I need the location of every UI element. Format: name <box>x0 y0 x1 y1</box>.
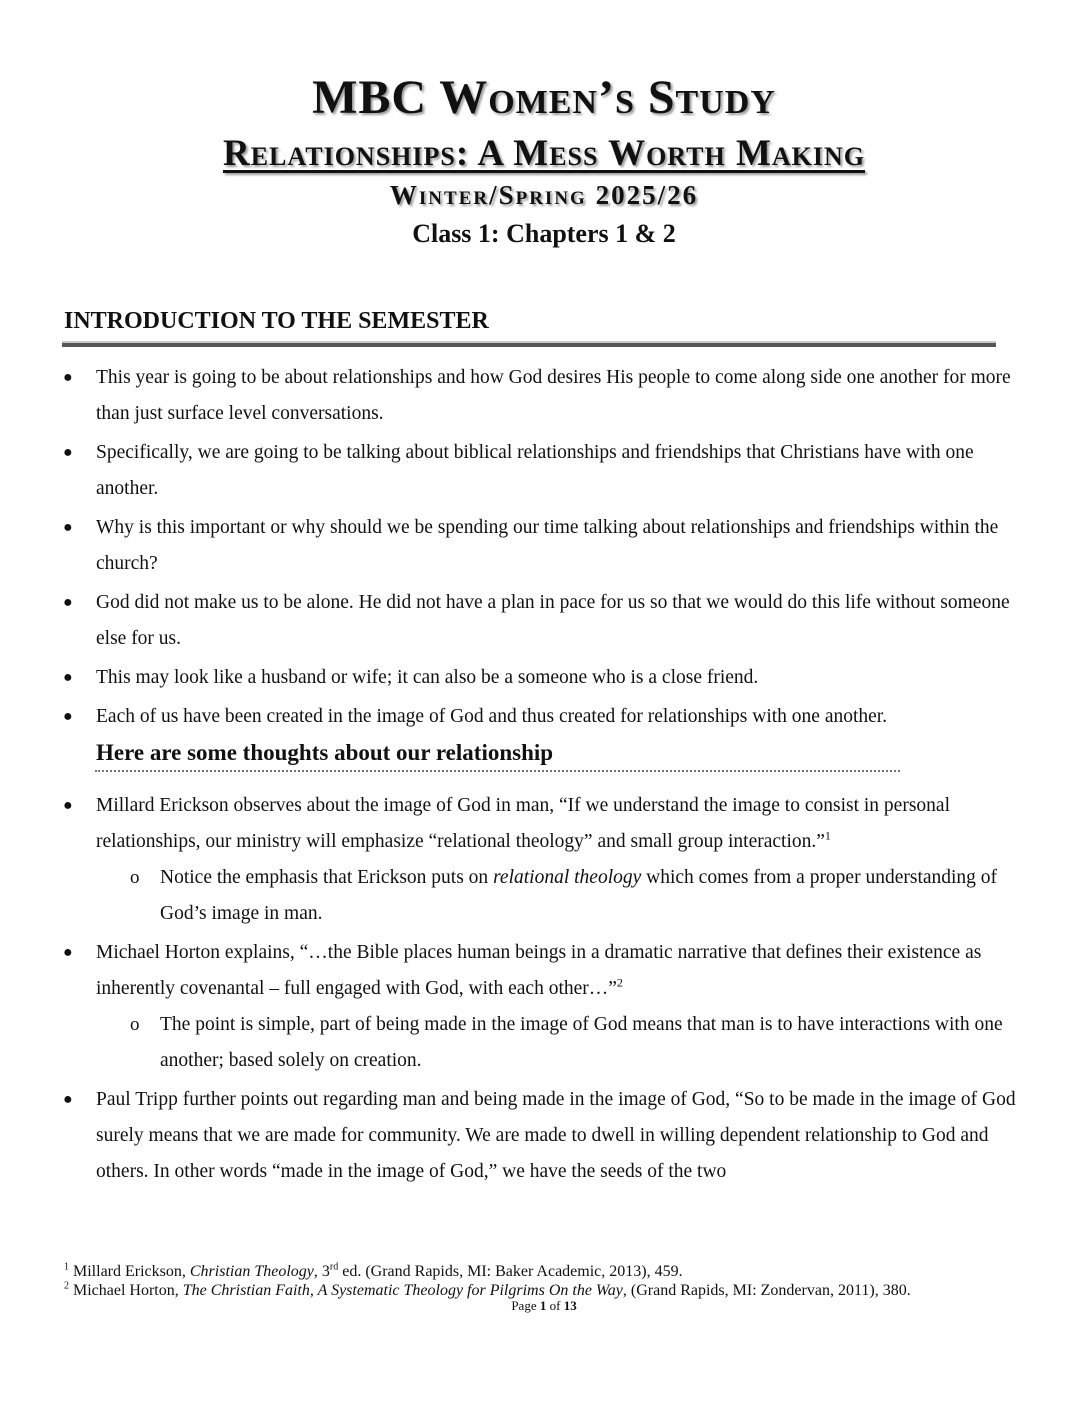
page-total: 13 <box>563 1298 577 1313</box>
page-current: 1 <box>539 1298 547 1313</box>
bullet-text: Millard Erickson observes about the image of God in man, “If we understand the image to consist in personal relationships, our ministry will emphasize “relational theology” and small group interaction.” <box>96 795 950 852</box>
list-item <box>60 935 1030 1079</box>
document-title: MBC Women’s Study <box>312 71 776 124</box>
thoughts-bullet-list <box>60 788 1030 1193</box>
footnote-rest: ed. (Grand Rapids, MI: Baker Academic, 2013), 459. <box>338 1263 683 1280</box>
bullet-icon: ● <box>63 369 73 386</box>
bullet-text: Michael Horton explains, “…the Bible places human beings in a dramatic narrative that defines their existence as inherently covenantal – full engaged with God, with each other…” <box>96 942 982 999</box>
heading-rule <box>62 341 996 347</box>
footnote-author: Millard Erickson, <box>73 1263 190 1280</box>
bullet-text: God did not make us to be alone. He did not have a plan in pace for us so that we would do this life without someone else for us. <box>96 592 1010 649</box>
sub-bullet-icon: o <box>130 1014 140 1035</box>
list-item <box>60 360 1030 432</box>
bullet-text: This may look like a husband or wife; it can also be a someone who is a close friend. <box>96 667 759 688</box>
sub-list-item <box>96 860 1030 932</box>
sub-text: The point is simple, part of being made in the image of God means that man is to have interactions with one another; based solely on creation. <box>160 1014 1003 1071</box>
bullet-icon: ● <box>63 797 73 814</box>
bullet-icon: ● <box>63 944 73 961</box>
list-item <box>60 585 1030 657</box>
footnote-edition: , 3 <box>313 1263 330 1280</box>
intro-bullet-list <box>60 360 1030 738</box>
footnote-1 <box>64 1262 683 1281</box>
list-item <box>60 1082 1030 1190</box>
bullet-text: Why is this important or why should we be spending our time talking about relationships and friendships within the church? <box>96 517 999 574</box>
footnote-ref: 2 <box>616 975 623 990</box>
bullet-icon: ● <box>63 708 73 725</box>
list-item <box>60 510 1030 582</box>
subsection-heading: Here are some thoughts about our relationship <box>96 740 554 765</box>
footnote-title: The Christian Faith, A Systematic Theology for Pilgrims On the Way <box>182 1282 623 1299</box>
footnote-rest: , (Grand Rapids, MI: Zondervan, 2011), 380. <box>622 1282 911 1299</box>
sub-list-item <box>96 1007 1030 1079</box>
page-prefix: Page <box>511 1298 540 1313</box>
section-heading-intro: INTRODUCTION TO THE SEMESTER <box>64 308 489 334</box>
footnote-ref: 1 <box>824 828 831 843</box>
bullet-icon: ● <box>63 444 73 461</box>
page-sep: of <box>546 1298 564 1313</box>
subtitle-text: Relationships: A Mess Worth Making <box>222 133 866 174</box>
term-line: Winter/Spring 2025/26 <box>389 180 699 210</box>
bullet-icon: ● <box>63 519 73 536</box>
list-item <box>60 660 1030 696</box>
footnote-edition-sup: rd <box>329 1261 339 1273</box>
list-item <box>60 699 1030 735</box>
footnote-number: 2 <box>64 1280 69 1292</box>
bullet-text: Specifically, we are going to be talking about biblical relationships and friendships that Christians have with one another. <box>96 442 974 499</box>
sub-text-italic: relational theology <box>493 867 642 888</box>
bullet-icon: ● <box>63 594 73 611</box>
sub-bullet-icon: o <box>130 867 140 888</box>
page-number <box>0 1298 1088 1314</box>
class-line: Class 1: Chapters 1 & 2 <box>412 219 676 248</box>
bullet-icon: ● <box>63 669 73 686</box>
footnote-title: Christian Theology <box>189 1263 314 1280</box>
sub-text: Notice the emphasis that Erickson puts on <box>160 867 494 888</box>
bullet-icon: ● <box>63 1091 73 1108</box>
footnote-number: 1 <box>64 1261 69 1273</box>
list-item <box>60 435 1030 507</box>
document-subtitle <box>0 132 1088 175</box>
sub-text: which comes from a proper understanding of God’s image in man. <box>160 867 998 924</box>
footnote-author: Michael Horton, <box>73 1282 183 1299</box>
list-item <box>60 788 1030 932</box>
subheading-rule <box>95 770 900 772</box>
bullet-text: Each of us have been created in the image of God and thus created for relationships with one another. <box>96 706 888 727</box>
bullet-text: This year is going to be about relationships and how God desires His people to come along side one another for more than just surface level conversations. <box>96 367 1011 424</box>
bullet-text: Paul Tripp further points out regarding man and being made in the image of God, “So to be made in the image of God surely means that we are made for community. We are made to dwell in willing dependent relationship to God and others. In other words “made in the image of God,” we have the seeds of the two <box>96 1089 1016 1182</box>
